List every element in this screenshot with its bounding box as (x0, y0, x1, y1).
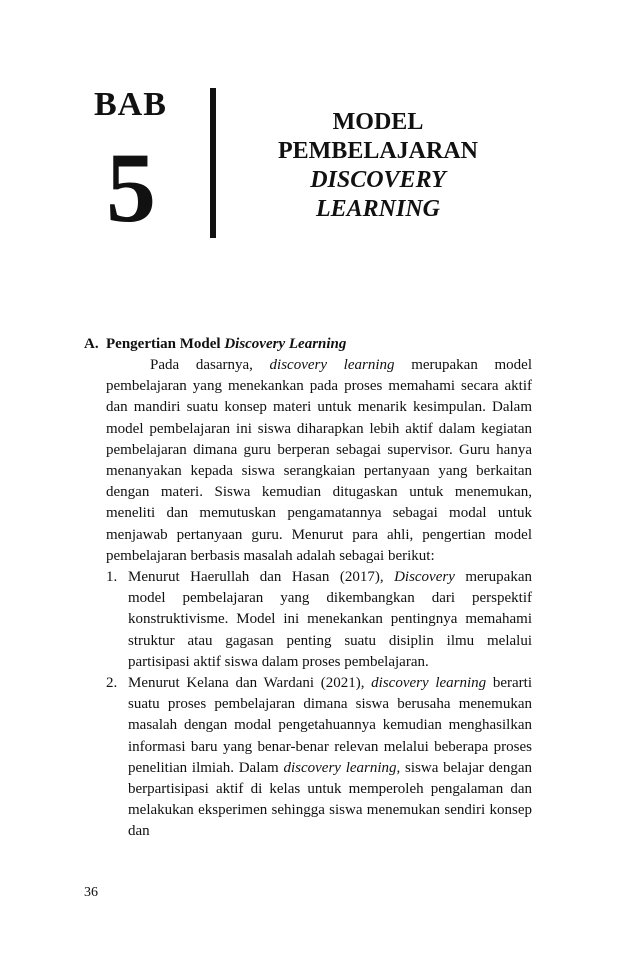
definition-list (106, 567, 532, 843)
chapter-title (248, 108, 508, 224)
section-heading-emphasis: Discovery Learning (224, 336, 347, 352)
chapter-title-line-3: DISCOVERY (310, 167, 446, 193)
list-item-text: Menurut Haerullah dan Hasan (2017), (128, 569, 395, 586)
intro-text-2: merupakan model pembelajaran yang menekankan pada proses memahami secara aktif dan mandiri suatu konsep materi untuk menarik kesimpulan. Dalam model pembelajaran ini siswa diharapkan lebih aktif dalam kegiatan pembelajaran dimana guru berperan sebagai supervisor. Guru hanya menanyakan kepada siswa serangkaian pertanyaan yang berkaitan dengan materi. Siswa kemudian ditugaskan untuk menemukan, meneliti dan memutuskan pengamatannya sebagai modal untuk menjawab pertanyaan guru. Menurut para ahli, pengertian model pembelajaran berbasis masalah adalah sebagai berikut: (106, 357, 532, 564)
list-item-emphasis: discovery learning (371, 675, 487, 692)
list-item-text: merupakan model pembelajaran yang dikembangkan dari perspektif konstruktivisme. Model ini menekankan pentingnya memahami struktur atau gagasan penting suatu disiplin ilmu melalui partisipasi aktif siswa dalam proses pembelajaran. (128, 569, 532, 670)
list-item-number: 1. (106, 569, 118, 586)
list-item-text: berarti suatu proses pembelajaran dimana siswa berusaha menemukan masalah dengan modal pengetahuannya kemudian menghasilkan informasi baru yang benar-benar relevan melalui beberapa proses penelitian ilmiah. Dalam (128, 675, 532, 776)
intro-paragraph (106, 355, 532, 567)
chapter-title-line-2: PEMBELAJARAN (277, 138, 478, 164)
list-item-text: , siswa belajar dengan berpartisipasi aktif di kelas untuk memperoleh pengalaman dan melakukan eksperimen sehingga siswa menemukan sendiri konsep dan (128, 759, 532, 840)
list-item-emphasis: Discovery (394, 569, 455, 586)
body-text (106, 355, 532, 843)
chapter-divider (210, 88, 216, 238)
intro-emphasis: discovery learning (269, 357, 395, 373)
chapter-label: BAB (94, 86, 167, 123)
section-heading (84, 333, 346, 355)
intro-text-1: Pada dasarnya, (150, 357, 270, 373)
page-number: 36 (84, 885, 98, 900)
list-item-text: Menurut Kelana dan Wardani (2021), (128, 675, 372, 692)
section-heading-text: Pengertian Model (106, 336, 225, 352)
chapter-number: 5 (106, 132, 156, 243)
chapter-title-line-1: MODEL (332, 109, 424, 135)
section-marker: A. (84, 336, 99, 352)
list-item-emphasis: discovery learning (283, 759, 397, 776)
chapter-title-line-4: LEARNING (315, 196, 441, 222)
list-item-number: 2. (106, 675, 118, 692)
list-item (106, 567, 532, 673)
list-item (106, 673, 532, 843)
